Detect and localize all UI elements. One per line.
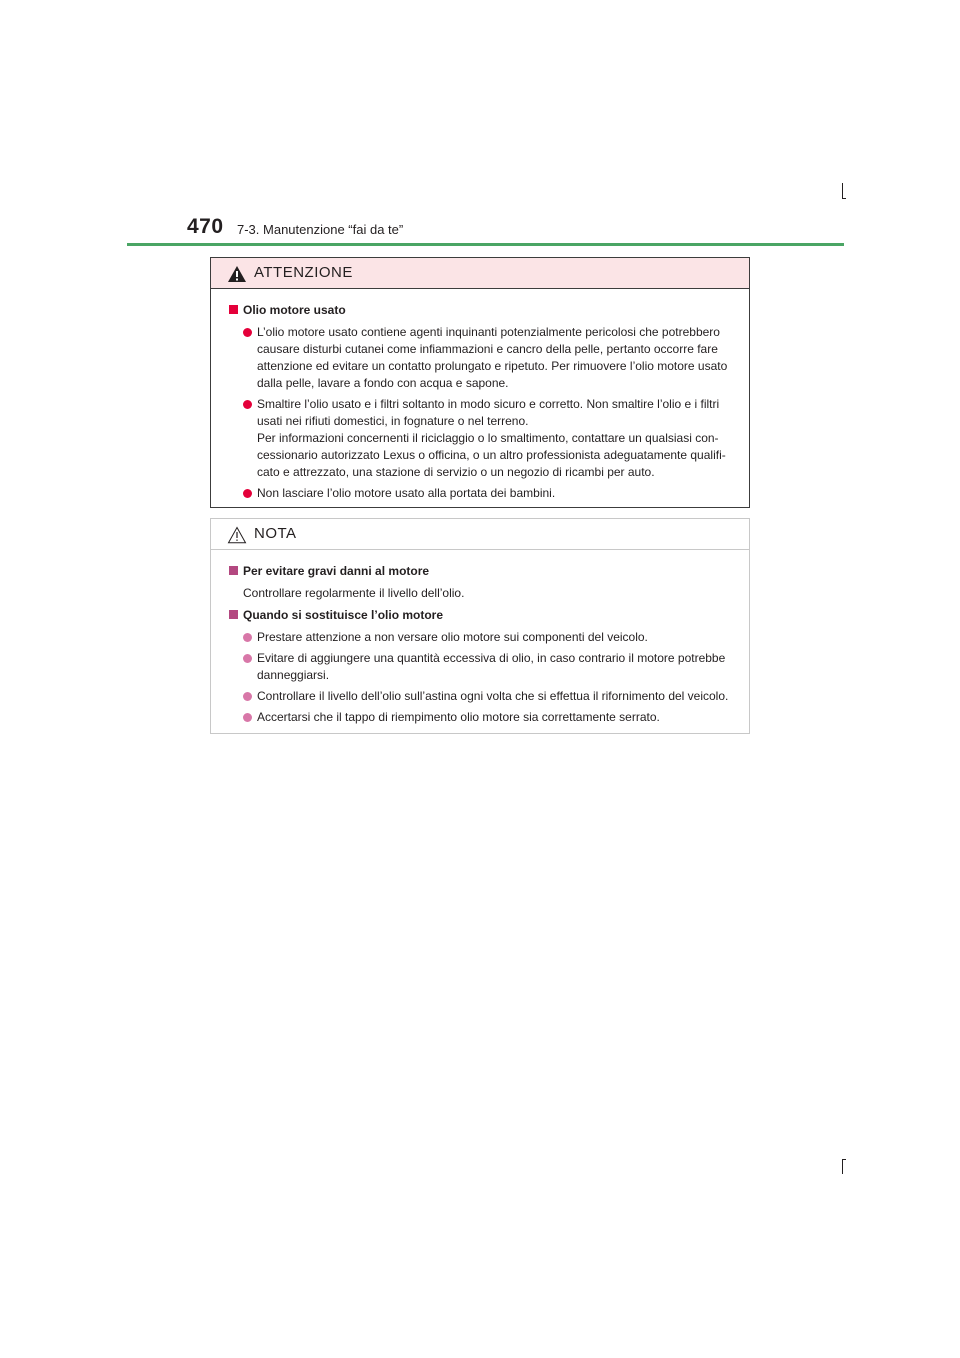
crop-mark-bottom-right: [842, 1159, 843, 1174]
warning-title: ATTENZIONE: [254, 264, 353, 281]
note-text: Controllare regolarmente il livello dell’olio.: [243, 586, 465, 600]
warning-item: [243, 324, 743, 392]
warning-item-line: attenzione ed evitare un contatto prolungato e ripetuto. Per rimuovere l’olio motore usato: [257, 359, 728, 373]
warning-item-line: Non lasciare l’olio motore usato alla portata dei bambini.: [257, 486, 556, 500]
warning-item-line: usati nei rifiuti domestici, in fognature o nel terreno.: [257, 414, 529, 428]
warning-item-line: cessionario autorizzato Lexus o officina, o un altro professionista adeguatamente qualifi-: [257, 448, 726, 462]
warning-item-line: causare disturbi cutanei come infiammazioni e cancro della pelle, pertanto occorre fare: [257, 342, 718, 356]
note-item-line: Prestare attenzione a non versare olio motore sui componenti del veicolo.: [257, 630, 648, 644]
circle-bullet-icon: [243, 633, 252, 642]
warning-item: [243, 485, 743, 502]
crop-mark-top-right: [842, 183, 843, 198]
note-box-header: [211, 519, 749, 550]
note-body: [211, 550, 749, 726]
note-item: [243, 629, 743, 646]
square-bullet-icon: [229, 610, 238, 619]
note-heading: [229, 607, 743, 624]
warning-triangle-icon: [227, 265, 247, 283]
note-item: [243, 688, 743, 705]
square-bullet-icon: [229, 305, 238, 314]
circle-bullet-icon: [243, 400, 252, 409]
note-item: [243, 709, 743, 726]
warning-item-line: Smaltire l’olio usato e i filtri soltanto in modo sicuro e corretto. Non smaltire l’olio e i filtri: [257, 397, 720, 411]
note-item-line: Evitare di aggiungere una quantità eccessiva di olio, in caso contrario il motore potrebbe: [257, 651, 726, 665]
note-heading-text: Per evitare gravi danni al motore: [243, 564, 430, 578]
page-number: 470: [187, 215, 224, 238]
warning-heading: [229, 302, 743, 319]
warning-body: [211, 289, 749, 502]
note-heading: [229, 563, 743, 580]
note-heading-text: Quando si sostituisce l’olio motore: [243, 608, 444, 622]
note-box: [210, 518, 750, 734]
crop-mark-bottom-right-foot: [842, 1159, 846, 1160]
crop-mark-top-right-foot: [842, 198, 846, 199]
page-header: [187, 213, 847, 245]
warning-item: [243, 396, 743, 481]
note-item-line: danneggiarsi.: [257, 668, 330, 682]
warning-item-line: cato e attrezzato, una stazione di servizio o un negozio di ricambi per auto.: [257, 465, 655, 479]
note-item-line: Accertarsi che il tappo di riempimento olio motore sia correttamente serrato.: [257, 710, 660, 724]
note-item: [243, 650, 743, 684]
note-item-line: Controllare il livello dell’olio sull’astina ogni volta che si effettua il rifornimento del veicolo.: [257, 689, 729, 703]
warning-item-line: dalla pelle, lavare a fondo con acqua e sapone.: [257, 376, 509, 390]
circle-bullet-icon: [243, 713, 252, 722]
warning-item-line: L’olio motore usato contiene agenti inquinanti potenzialmente pericolosi che potrebbero: [257, 325, 720, 339]
square-bullet-icon: [229, 566, 238, 575]
circle-bullet-icon: [243, 654, 252, 663]
circle-bullet-icon: [243, 489, 252, 498]
warning-heading-text: Olio motore usato: [243, 303, 346, 317]
circle-bullet-icon: [243, 692, 252, 701]
section-title: 7-3. Manutenzione “fai da te”: [237, 222, 404, 237]
warning-item-line: Per informazioni concernenti il riciclaggio o lo smaltimento, contattare un qualsiasi con-: [257, 431, 719, 445]
warning-box-header: [211, 258, 749, 289]
caution-triangle-icon: [227, 526, 247, 544]
warning-box: [210, 257, 750, 508]
header-rule: [127, 243, 844, 246]
circle-bullet-icon: [243, 328, 252, 337]
note-title: NOTA: [254, 525, 297, 542]
